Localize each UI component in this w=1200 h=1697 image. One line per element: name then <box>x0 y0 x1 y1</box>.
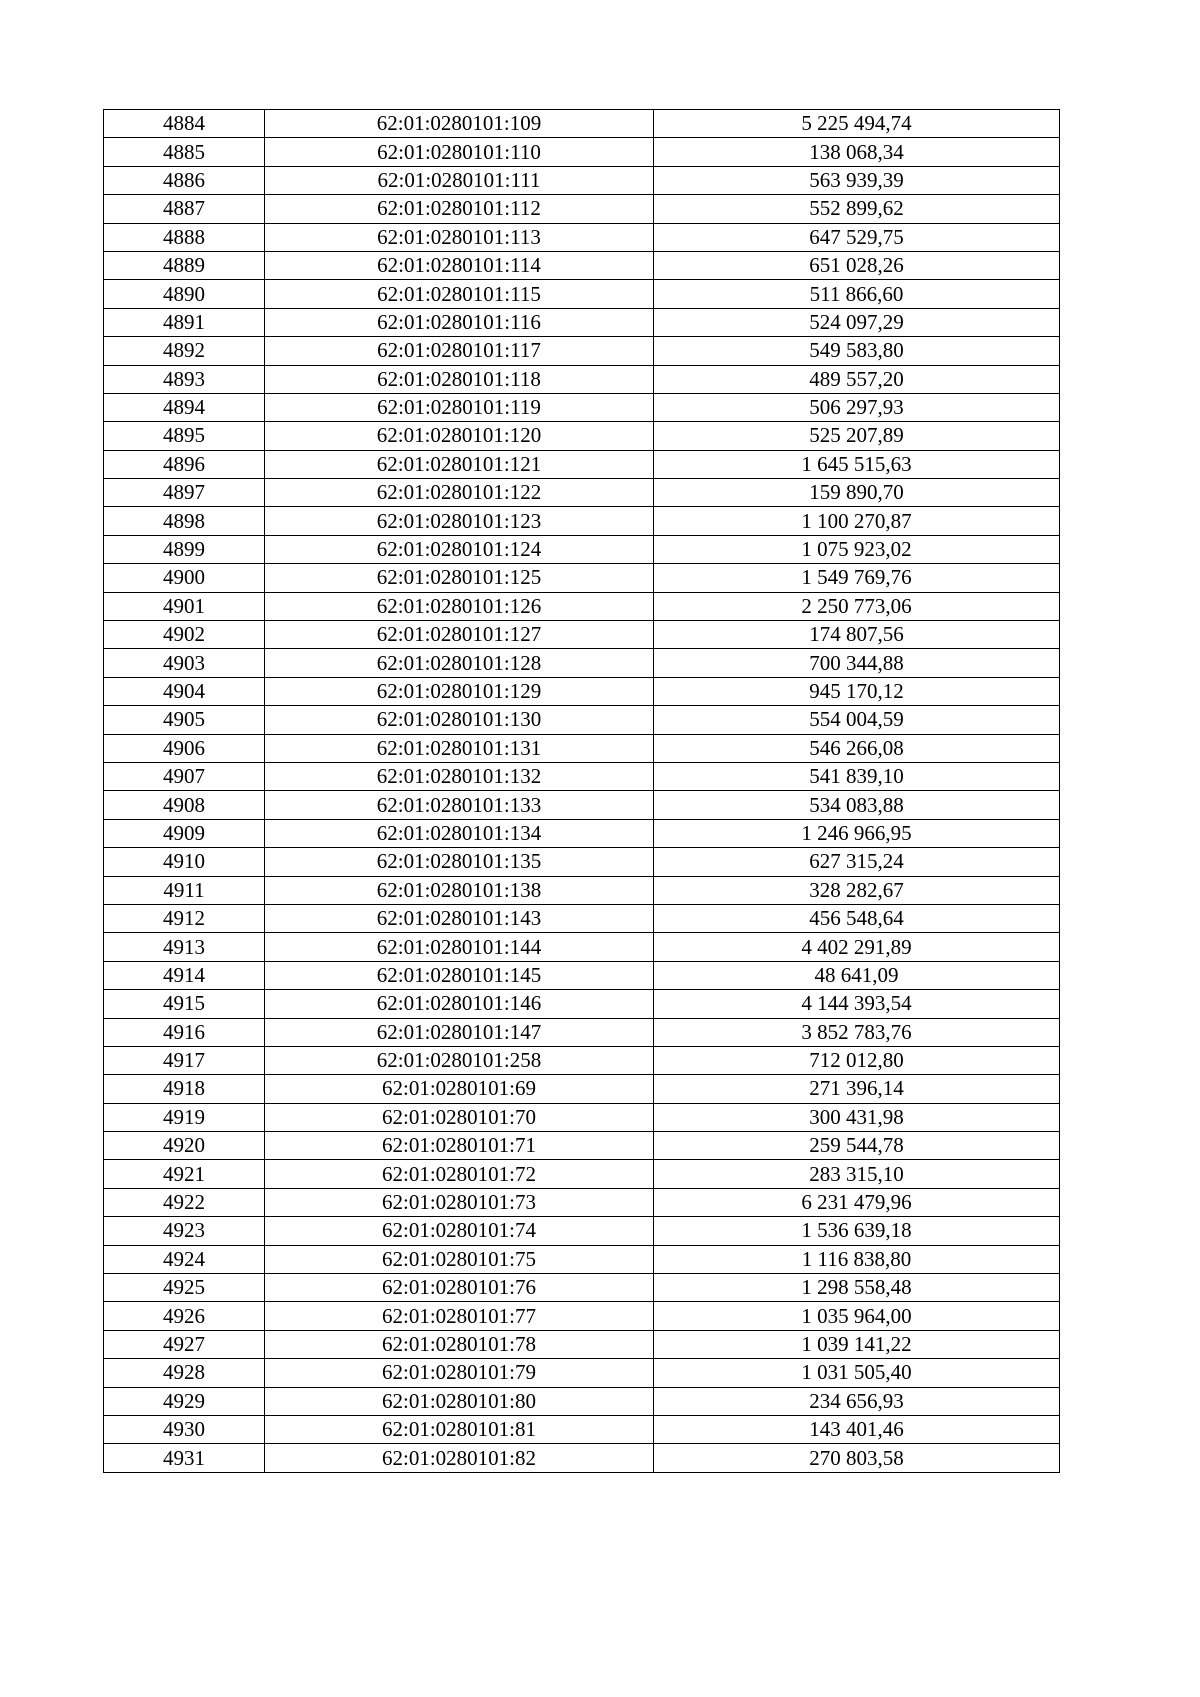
row-number-cell: 4918 <box>104 1075 265 1103</box>
cadastral-number-cell: 62:01:0280101:69 <box>265 1075 654 1103</box>
cadastral-value-cell: 546 266,08 <box>654 734 1060 762</box>
cadastral-value-cell: 712 012,80 <box>654 1046 1060 1074</box>
cadastral-value-cell: 1 549 769,76 <box>654 564 1060 592</box>
table-row <box>104 1302 1060 1330</box>
cadastral-value-cell: 456 548,64 <box>654 904 1060 932</box>
table-row <box>104 1444 1060 1472</box>
cadastral-number-cell: 62:01:0280101:73 <box>265 1188 654 1216</box>
table-row <box>104 110 1060 138</box>
table-row <box>104 706 1060 734</box>
table-row <box>104 450 1060 478</box>
cadastral-value-cell: 5 225 494,74 <box>654 110 1060 138</box>
row-number-cell: 4886 <box>104 166 265 194</box>
cadastral-value-cell: 1 075 923,02 <box>654 535 1060 563</box>
cadastral-number-cell: 62:01:0280101:122 <box>265 479 654 507</box>
row-number-cell: 4924 <box>104 1245 265 1273</box>
row-number-cell: 4903 <box>104 649 265 677</box>
table-row <box>104 1188 1060 1216</box>
cadastral-number-cell: 62:01:0280101:121 <box>265 450 654 478</box>
cadastral-number-cell: 62:01:0280101:78 <box>265 1330 654 1358</box>
cadastral-value-cell: 1 035 964,00 <box>654 1302 1060 1330</box>
cadastral-value-cell: 651 028,26 <box>654 251 1060 279</box>
cadastral-value-cell: 554 004,59 <box>654 706 1060 734</box>
cadastral-value-cell: 1 039 141,22 <box>654 1330 1060 1358</box>
table-row <box>104 1330 1060 1358</box>
cadastral-value-cell: 541 839,10 <box>654 762 1060 790</box>
cadastral-number-cell: 62:01:0280101:258 <box>265 1046 654 1074</box>
cadastral-number-cell: 62:01:0280101:111 <box>265 166 654 194</box>
table-row <box>104 195 1060 223</box>
cadastral-number-cell: 62:01:0280101:131 <box>265 734 654 762</box>
row-number-cell: 4904 <box>104 677 265 705</box>
table-row <box>104 1274 1060 1302</box>
cadastral-number-cell: 62:01:0280101:72 <box>265 1160 654 1188</box>
cadastral-number-cell: 62:01:0280101:118 <box>265 365 654 393</box>
table-row <box>104 1075 1060 1103</box>
table-row <box>104 876 1060 904</box>
cadastral-value-cell: 6 231 479,96 <box>654 1188 1060 1216</box>
cadastral-number-cell: 62:01:0280101:138 <box>265 876 654 904</box>
cadastral-number-cell: 62:01:0280101:77 <box>265 1302 654 1330</box>
cadastral-value-cell: 270 803,58 <box>654 1444 1060 1472</box>
cadastral-number-cell: 62:01:0280101:74 <box>265 1217 654 1245</box>
cadastral-value-cell: 300 431,98 <box>654 1103 1060 1131</box>
cadastral-value-cell: 174 807,56 <box>654 621 1060 649</box>
table-row <box>104 564 1060 592</box>
table-row <box>104 166 1060 194</box>
cadastral-value-cell: 549 583,80 <box>654 337 1060 365</box>
cadastral-number-cell: 62:01:0280101:115 <box>265 280 654 308</box>
table-row <box>104 791 1060 819</box>
cadastral-number-cell: 62:01:0280101:144 <box>265 933 654 961</box>
table-row <box>104 479 1060 507</box>
cadastral-value-cell: 1 100 270,87 <box>654 507 1060 535</box>
row-number-cell: 4914 <box>104 961 265 989</box>
cadastral-number-cell: 62:01:0280101:129 <box>265 677 654 705</box>
cadastral-value-cell: 259 544,78 <box>654 1132 1060 1160</box>
table-row <box>104 507 1060 535</box>
cadastral-value-cell: 552 899,62 <box>654 195 1060 223</box>
row-number-cell: 4907 <box>104 762 265 790</box>
row-number-cell: 4916 <box>104 1018 265 1046</box>
cadastral-number-cell: 62:01:0280101:128 <box>265 649 654 677</box>
row-number-cell: 4925 <box>104 1274 265 1302</box>
cadastral-value-cell: 647 529,75 <box>654 223 1060 251</box>
cadastral-number-cell: 62:01:0280101:71 <box>265 1132 654 1160</box>
cadastral-number-cell: 62:01:0280101:75 <box>265 1245 654 1273</box>
table-row <box>104 1387 1060 1415</box>
cadastral-value-cell: 524 097,29 <box>654 308 1060 336</box>
table-row <box>104 393 1060 421</box>
cadastral-value-cell: 563 939,39 <box>654 166 1060 194</box>
cadastral-value-cell: 534 083,88 <box>654 791 1060 819</box>
table-row <box>104 990 1060 1018</box>
cadastral-value-cell: 159 890,70 <box>654 479 1060 507</box>
cadastral-number-cell: 62:01:0280101:124 <box>265 535 654 563</box>
table-row <box>104 1046 1060 1074</box>
table-row <box>104 904 1060 932</box>
cadastral-number-cell: 62:01:0280101:146 <box>265 990 654 1018</box>
table-row <box>104 621 1060 649</box>
table-row <box>104 762 1060 790</box>
cadastral-number-cell: 62:01:0280101:134 <box>265 819 654 847</box>
row-number-cell: 4889 <box>104 251 265 279</box>
row-number-cell: 4894 <box>104 393 265 421</box>
table-row <box>104 308 1060 336</box>
cadastral-value-cell: 4 402 291,89 <box>654 933 1060 961</box>
table-row <box>104 337 1060 365</box>
cadastral-number-cell: 62:01:0280101:147 <box>265 1018 654 1046</box>
cadastral-value-cell: 48 641,09 <box>654 961 1060 989</box>
cadastral-number-cell: 62:01:0280101:133 <box>265 791 654 819</box>
row-number-cell: 4921 <box>104 1160 265 1188</box>
row-number-cell: 4926 <box>104 1302 265 1330</box>
cadastral-value-cell: 143 401,46 <box>654 1415 1060 1443</box>
cadastral-number-cell: 62:01:0280101:126 <box>265 592 654 620</box>
row-number-cell: 4906 <box>104 734 265 762</box>
cadastral-number-cell: 62:01:0280101:132 <box>265 762 654 790</box>
table-row <box>104 365 1060 393</box>
cadastral-number-cell: 62:01:0280101:119 <box>265 393 654 421</box>
cadastral-value-cell: 138 068,34 <box>654 138 1060 166</box>
cadastral-value-cell: 271 396,14 <box>654 1075 1060 1103</box>
table-row <box>104 1415 1060 1443</box>
table-row <box>104 1018 1060 1046</box>
row-number-cell: 4895 <box>104 422 265 450</box>
cadastral-value-cell: 4 144 393,54 <box>654 990 1060 1018</box>
table-body <box>104 110 1060 1473</box>
cadastral-value-cell: 328 282,67 <box>654 876 1060 904</box>
cadastral-number-cell: 62:01:0280101:113 <box>265 223 654 251</box>
row-number-cell: 4891 <box>104 308 265 336</box>
row-number-cell: 4912 <box>104 904 265 932</box>
cadastral-number-cell: 62:01:0280101:125 <box>265 564 654 592</box>
row-number-cell: 4911 <box>104 876 265 904</box>
row-number-cell: 4909 <box>104 819 265 847</box>
cadastral-value-cell: 234 656,93 <box>654 1387 1060 1415</box>
table-row <box>104 734 1060 762</box>
cadastral-number-cell: 62:01:0280101:143 <box>265 904 654 932</box>
cadastral-number-cell: 62:01:0280101:130 <box>265 706 654 734</box>
table-row <box>104 592 1060 620</box>
cadastral-number-cell: 62:01:0280101:81 <box>265 1415 654 1443</box>
row-number-cell: 4915 <box>104 990 265 1018</box>
cadastral-number-cell: 62:01:0280101:109 <box>265 110 654 138</box>
table-row <box>104 1132 1060 1160</box>
row-number-cell: 4910 <box>104 848 265 876</box>
cadastral-value-cell: 1 031 505,40 <box>654 1359 1060 1387</box>
row-number-cell: 4922 <box>104 1188 265 1216</box>
row-number-cell: 4913 <box>104 933 265 961</box>
cadastral-value-cell: 489 557,20 <box>654 365 1060 393</box>
cadastral-number-cell: 62:01:0280101:114 <box>265 251 654 279</box>
row-number-cell: 4896 <box>104 450 265 478</box>
row-number-cell: 4888 <box>104 223 265 251</box>
cadastral-number-cell: 62:01:0280101:135 <box>265 848 654 876</box>
table-row <box>104 848 1060 876</box>
row-number-cell: 4919 <box>104 1103 265 1131</box>
table-row <box>104 1245 1060 1273</box>
cadastral-number-cell: 62:01:0280101:117 <box>265 337 654 365</box>
cadastral-value-cell: 525 207,89 <box>654 422 1060 450</box>
table-row <box>104 422 1060 450</box>
cadastral-number-cell: 62:01:0280101:76 <box>265 1274 654 1302</box>
row-number-cell: 4929 <box>104 1387 265 1415</box>
row-number-cell: 4928 <box>104 1359 265 1387</box>
row-number-cell: 4885 <box>104 138 265 166</box>
row-number-cell: 4890 <box>104 280 265 308</box>
cadastral-value-cell: 283 315,10 <box>654 1160 1060 1188</box>
cadastral-value-cell: 1 246 966,95 <box>654 819 1060 847</box>
cadastral-value-cell: 1 298 558,48 <box>654 1274 1060 1302</box>
cadastral-number-cell: 62:01:0280101:82 <box>265 1444 654 1472</box>
row-number-cell: 4892 <box>104 337 265 365</box>
cadastral-number-cell: 62:01:0280101:116 <box>265 308 654 336</box>
table-row <box>104 1217 1060 1245</box>
cadastral-number-cell: 62:01:0280101:145 <box>265 961 654 989</box>
cadastral-number-cell: 62:01:0280101:112 <box>265 195 654 223</box>
table-row <box>104 649 1060 677</box>
table-row <box>104 223 1060 251</box>
cadastral-value-cell: 1 116 838,80 <box>654 1245 1060 1273</box>
row-number-cell: 4887 <box>104 195 265 223</box>
cadastral-number-cell: 62:01:0280101:123 <box>265 507 654 535</box>
table-row <box>104 961 1060 989</box>
row-number-cell: 4898 <box>104 507 265 535</box>
row-number-cell: 4902 <box>104 621 265 649</box>
row-number-cell: 4931 <box>104 1444 265 1472</box>
cadastral-number-cell: 62:01:0280101:80 <box>265 1387 654 1415</box>
row-number-cell: 4930 <box>104 1415 265 1443</box>
cadastral-value-cell: 506 297,93 <box>654 393 1060 421</box>
table-row <box>104 1160 1060 1188</box>
cadastral-value-cell: 627 315,24 <box>654 848 1060 876</box>
cadastral-value-cell: 1 536 639,18 <box>654 1217 1060 1245</box>
table-row <box>104 251 1060 279</box>
cadastral-value-cell: 511 866,60 <box>654 280 1060 308</box>
table-row <box>104 933 1060 961</box>
cadastral-number-cell: 62:01:0280101:79 <box>265 1359 654 1387</box>
row-number-cell: 4927 <box>104 1330 265 1358</box>
cadastral-number-cell: 62:01:0280101:70 <box>265 1103 654 1131</box>
table-row <box>104 1103 1060 1131</box>
row-number-cell: 4923 <box>104 1217 265 1245</box>
table-row <box>104 535 1060 563</box>
row-number-cell: 4908 <box>104 791 265 819</box>
table-row <box>104 138 1060 166</box>
cadastral-number-cell: 62:01:0280101:127 <box>265 621 654 649</box>
row-number-cell: 4901 <box>104 592 265 620</box>
table-row <box>104 819 1060 847</box>
cadastral-value-cell: 700 344,88 <box>654 649 1060 677</box>
cadastral-number-cell: 62:01:0280101:110 <box>265 138 654 166</box>
cadastral-value-table <box>103 109 1060 1473</box>
cadastral-value-cell: 945 170,12 <box>654 677 1060 705</box>
cadastral-value-cell: 2 250 773,06 <box>654 592 1060 620</box>
row-number-cell: 4900 <box>104 564 265 592</box>
cadastral-number-cell: 62:01:0280101:120 <box>265 422 654 450</box>
cadastral-value-cell: 3 852 783,76 <box>654 1018 1060 1046</box>
row-number-cell: 4899 <box>104 535 265 563</box>
row-number-cell: 4893 <box>104 365 265 393</box>
row-number-cell: 4917 <box>104 1046 265 1074</box>
row-number-cell: 4897 <box>104 479 265 507</box>
row-number-cell: 4884 <box>104 110 265 138</box>
row-number-cell: 4920 <box>104 1132 265 1160</box>
table-row <box>104 1359 1060 1387</box>
row-number-cell: 4905 <box>104 706 265 734</box>
cadastral-value-cell: 1 645 515,63 <box>654 450 1060 478</box>
table-row <box>104 280 1060 308</box>
table-row <box>104 677 1060 705</box>
